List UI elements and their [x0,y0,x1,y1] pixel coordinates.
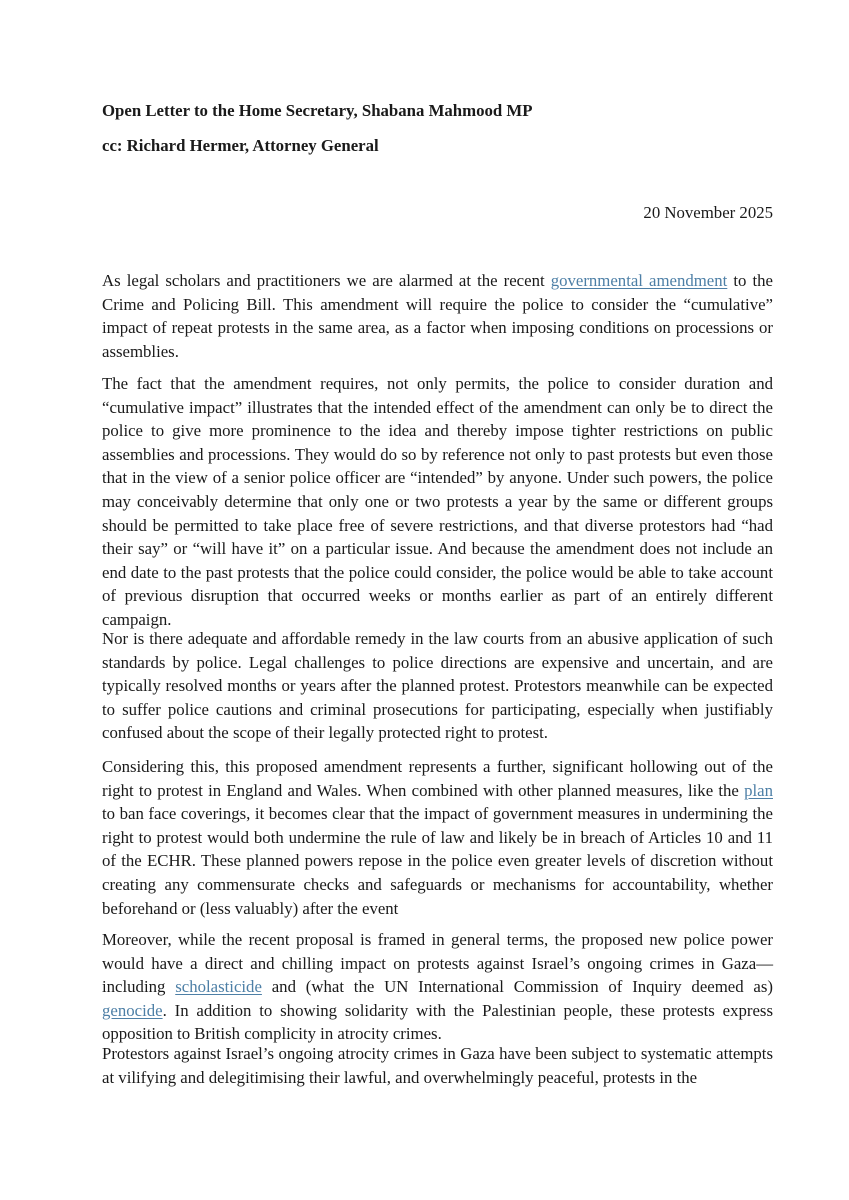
paragraph-text: to ban face coverings, it becomes clear that the impact of government measures in undermining the right to protest would both undermine the rule of law and likely be in breach of Articles 10 and 11 of the ECHR. These planned powers repose in the police even greater levels of discretion without creating any commensurate checks and safeguards or mechanisms for accountability, whether beforehand or (less valuably) after the event [102,804,773,918]
genocide-link[interactable]: genocide [102,1000,163,1020]
scholasticide-link[interactable]: scholasticide [175,977,262,997]
paragraph-text: to the Crime and Policing Bill. This amendment will require the police to consider the “cumulative” impact of repeat protests in the same area, as a factor when imposing conditions on processions or assemblies. [102,271,773,361]
paragraph-text: . In addition to showing solidarity with the Palestinian people, these protests express opposition to British complicity in atrocity crimes. [102,1000,773,1044]
plan-link[interactable]: plan [744,780,773,800]
governmental-amendment-link[interactable]: governmental amendment [550,271,728,290]
paragraph-2: The fact that the amendment requires, not only permits, the police to consider duration and “cumulative impact” illustrates that the intended effect of the amendment can only be to direct the police to give more prominence to the idea and thereby impose tighter restrictions on public assemblies and processions. They would do so by reference not only to past protests but even those that in the view of a senior police officer are “intended” by anyone. Under such powers, the police may conceivably determine that only one or two protests a year by the same or different groups should be permitted to take place free of severe restrictions, and that diverse protestors had “had their say” or “will have it” on a particular issue. And because the amendment does not include an end date to the past protests that the police could consider, the police would be able to take account of previous disruption that occurred weeks or months earlier as part of an entirely different campaign. [102,374,773,629]
paragraph-text: As legal scholars and practitioners we are alarmed at the recent [102,271,551,290]
paragraph-4 [102,755,773,920]
paragraph-1 [102,269,773,363]
paragraph-text: Considering this, this proposed amendment represents a further, significant hollowing out of the right to protest in England and Wales. When combined with other planned measures, like the [102,757,773,800]
letter-title: Open Letter to the Home Secretary, Shabana Mahmood MP [102,101,533,120]
paragraph-text: Moreover, while the recent proposal is framed in general terms, the proposed new police power would have a direct and chilling impact on protests against Israel’s ongoing crimes in Gaza—including [102,930,773,997]
paragraph-text: and (what the UN International Commission of Inquiry deemed as) [261,977,773,997]
letter-date: 20 November 2025 [643,203,773,222]
cc-line: cc: Richard Hermer, Attorney General [102,136,379,155]
paragraph-5 [102,928,773,1046]
paragraph-3: Nor is there adequate and affordable remedy in the law courts from an abusive application of such standards by police. Legal challenges to police directions are expensive and uncertain, and are typically resolved months or years after the planned protest. Protestors meanwhile can be expected to suffer police cautions and criminal prosecutions for participating, especially when justifiably confused about the scope of their legally protected right to protest. [102,629,773,743]
paragraph-6: Protestors against Israel’s ongoing atrocity crimes in Gaza have been subject to systematic attempts at vilifying and delegitimising their lawful, and overwhelmingly peaceful, protests in the [102,1044,773,1087]
